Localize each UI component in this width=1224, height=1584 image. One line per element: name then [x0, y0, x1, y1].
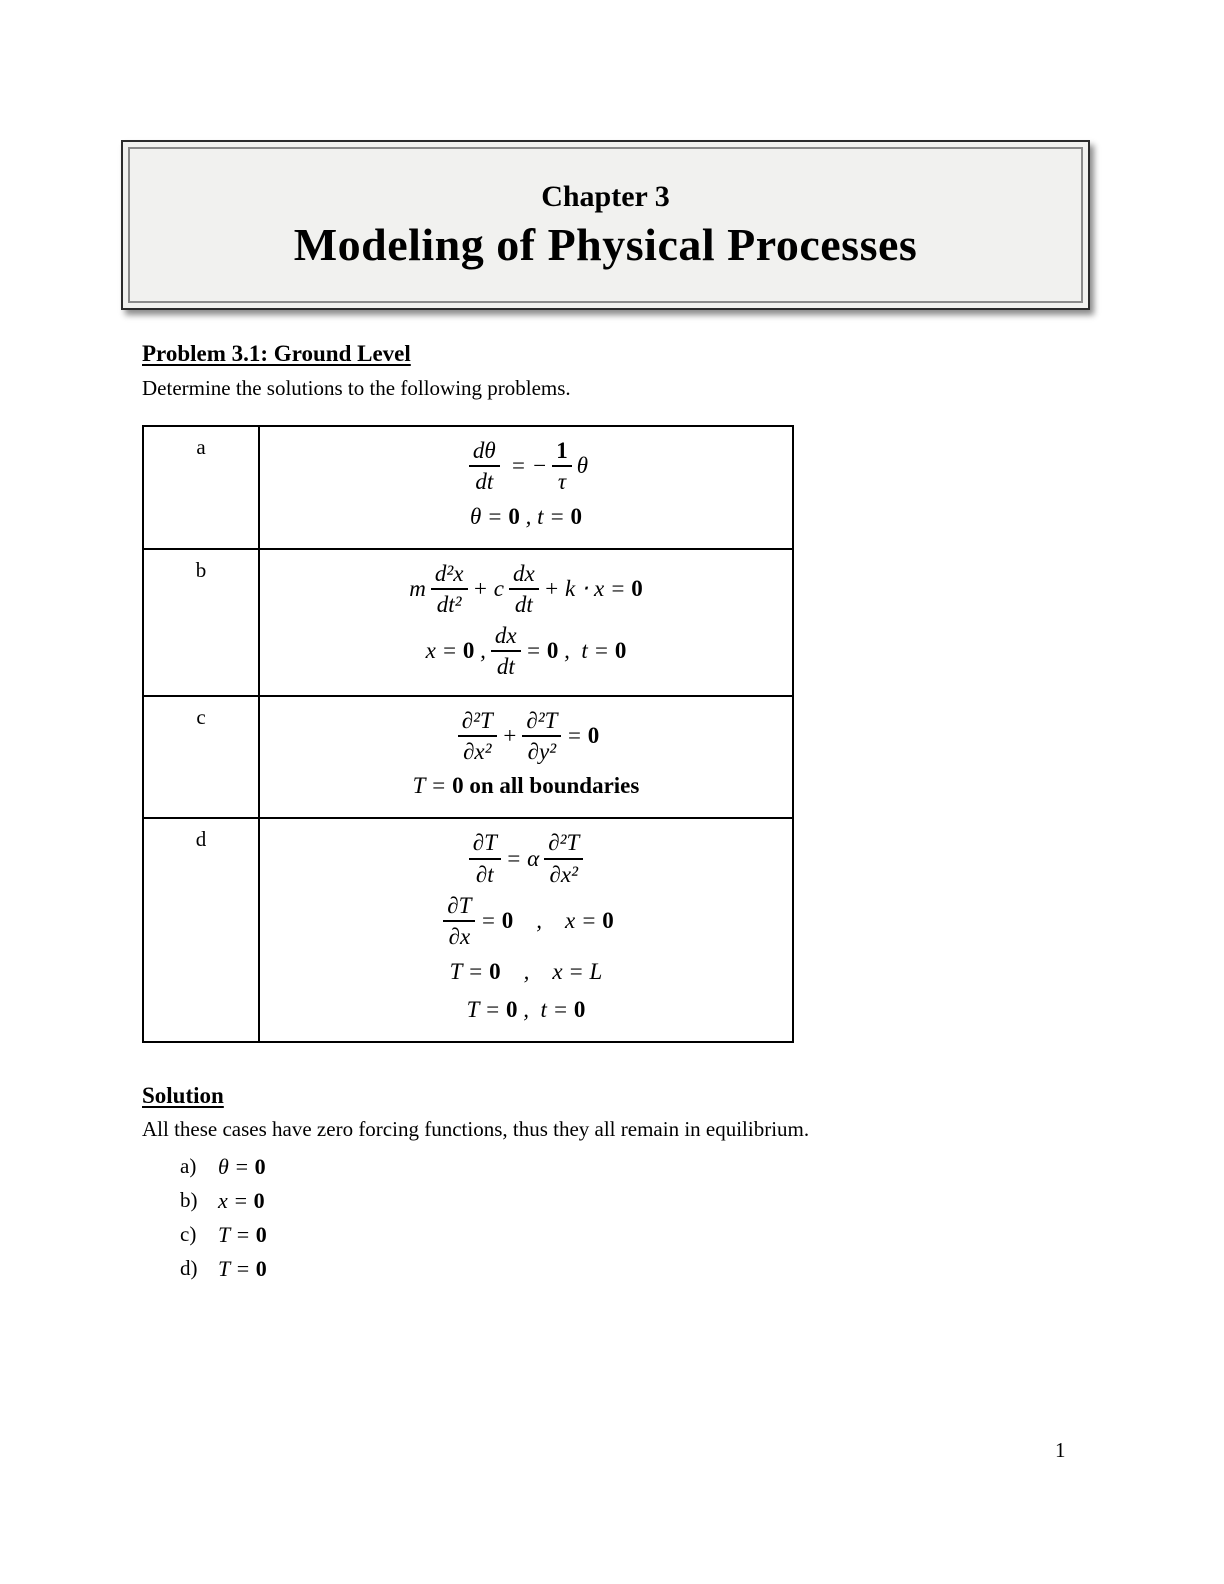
equation-cell: [260, 819, 792, 1040]
equation-table: [142, 425, 794, 1043]
math-text: 0: [587, 723, 600, 749]
math-text: m: [409, 575, 426, 601]
math-text: 0: [546, 638, 559, 664]
solution-item: [180, 1188, 1094, 1214]
equation-line: [438, 893, 613, 950]
table-row: [144, 695, 792, 818]
solution-item: [180, 1154, 1094, 1180]
fraction: [458, 708, 497, 765]
fraction: [491, 623, 521, 680]
page-title: Modeling of Physical Processes: [293, 218, 918, 270]
math-text: dt: [514, 591, 533, 617]
math-text: , t =: [519, 503, 571, 529]
solution-item-label: c): [180, 1222, 197, 1247]
math-text: =: [566, 723, 588, 749]
math-text: ∂T: [447, 892, 472, 918]
math-text: ∂t: [475, 861, 494, 887]
math-text: 0: [489, 958, 501, 984]
math-text: 0: [570, 503, 582, 529]
solution-item-value: [218, 1222, 267, 1248]
math-text: + k ⋅ x =: [543, 575, 632, 601]
equation-line: [464, 830, 589, 887]
math-text: θ =: [470, 503, 509, 529]
solution-item-value: [218, 1154, 266, 1180]
math-text: ∂x²: [463, 739, 492, 765]
solution-list: [180, 1154, 1094, 1282]
table-row: [144, 427, 792, 548]
problem-intro: Determine the solutions to the following problems.: [142, 376, 571, 400]
math-text: x =: [218, 1187, 254, 1213]
math-text: τ: [557, 469, 567, 495]
equation-line: [450, 956, 603, 988]
math-text: , t =: [558, 638, 615, 664]
equation-line: [464, 438, 588, 495]
solution-item-value: [218, 1188, 265, 1214]
solution-heading: Solution: [142, 1082, 224, 1108]
math-text: 0: [255, 1255, 267, 1281]
fraction: [469, 438, 500, 495]
fraction: [522, 708, 561, 765]
math-text: = α: [505, 845, 540, 871]
math-text: ∂T: [472, 830, 497, 856]
page-content: [142, 341, 1094, 1290]
math-text: 0: [631, 575, 643, 601]
solution-item-label: a): [180, 1154, 197, 1179]
math-text: x =: [425, 638, 463, 664]
math-text: 1: [556, 438, 568, 463]
page-number: 1: [1055, 1438, 1066, 1462]
solution-item: [180, 1256, 1094, 1282]
math-text: =: [480, 908, 502, 934]
equation-cell: [260, 697, 792, 818]
math-text: 0: [614, 638, 627, 664]
solution-item-label: b): [180, 1188, 198, 1213]
table-row: [144, 817, 792, 1040]
math-text: ∂²T: [526, 707, 558, 733]
math-text: dt: [475, 469, 494, 495]
math-text: 0: [255, 1221, 267, 1247]
equation-line: [413, 770, 640, 802]
row-label: d: [144, 819, 260, 1040]
equation-line: [467, 994, 586, 1026]
equation-cell: [260, 550, 792, 695]
math-text: ∂²T: [461, 707, 493, 733]
math-text: θ: [576, 453, 589, 479]
math-text: T =: [449, 958, 490, 984]
math-text: =: [525, 638, 547, 664]
math-text: , x = L: [500, 958, 603, 984]
math-text: ,: [474, 638, 486, 664]
math-text: T =: [218, 1221, 256, 1247]
table-row: [144, 548, 792, 695]
math-text: d²x: [434, 560, 464, 586]
math-text: ∂x²: [549, 861, 578, 887]
math-text: 0: [501, 908, 514, 934]
equation-line: [426, 623, 627, 680]
equation-line: [470, 501, 582, 533]
solution-text: All these cases have zero forcing functions, thus they all remain in equilibrium.: [142, 1116, 810, 1141]
row-label: c: [144, 697, 260, 818]
math-text: + c: [472, 575, 504, 601]
math-text: 0: [452, 773, 464, 799]
math-text: dx: [494, 623, 517, 649]
row-label: b: [144, 550, 260, 695]
equation-line: [453, 708, 599, 765]
fraction: [552, 438, 572, 495]
math-text: T =: [466, 996, 506, 1022]
math-text: θ =: [218, 1153, 255, 1179]
equation-cell: [260, 427, 792, 548]
fraction: [443, 893, 475, 950]
math-text: dt: [496, 654, 515, 680]
problem-heading: Problem 3.1: Ground Level: [142, 341, 411, 366]
math-text: T =: [412, 773, 453, 799]
math-text: +: [501, 723, 518, 749]
math-text: 0: [505, 996, 518, 1022]
math-text: , x =: [513, 908, 603, 934]
fraction: [469, 830, 501, 887]
math-text: 0: [254, 1153, 266, 1179]
math-text: 0: [462, 638, 475, 664]
solution-item-label: d): [180, 1256, 198, 1281]
chapter-header-box: [121, 140, 1090, 310]
math-text: dθ: [472, 438, 496, 463]
math-text: 0: [573, 996, 586, 1022]
fraction: [544, 830, 583, 887]
math-text: ∂²T: [548, 830, 580, 856]
fraction: [431, 561, 468, 618]
math-text: dx: [512, 560, 535, 586]
math-text: 0: [253, 1187, 265, 1213]
math-text: 0: [508, 503, 520, 529]
math-text: ∂x: [448, 924, 471, 950]
fraction: [509, 561, 539, 618]
chapter-label: Chapter 3: [541, 179, 670, 213]
math-text: = −: [504, 453, 548, 479]
math-text: 0: [602, 908, 614, 934]
solution-item-value: [218, 1256, 267, 1282]
math-text: T =: [218, 1255, 256, 1281]
math-text: , t =: [517, 996, 574, 1022]
row-label: a: [144, 427, 260, 548]
equation-line: [409, 561, 642, 618]
solution-item: [180, 1222, 1094, 1248]
math-text: dt²: [436, 591, 462, 617]
math-text: ∂y²: [527, 739, 557, 765]
math-bold-text: on all boundaries: [469, 773, 640, 799]
